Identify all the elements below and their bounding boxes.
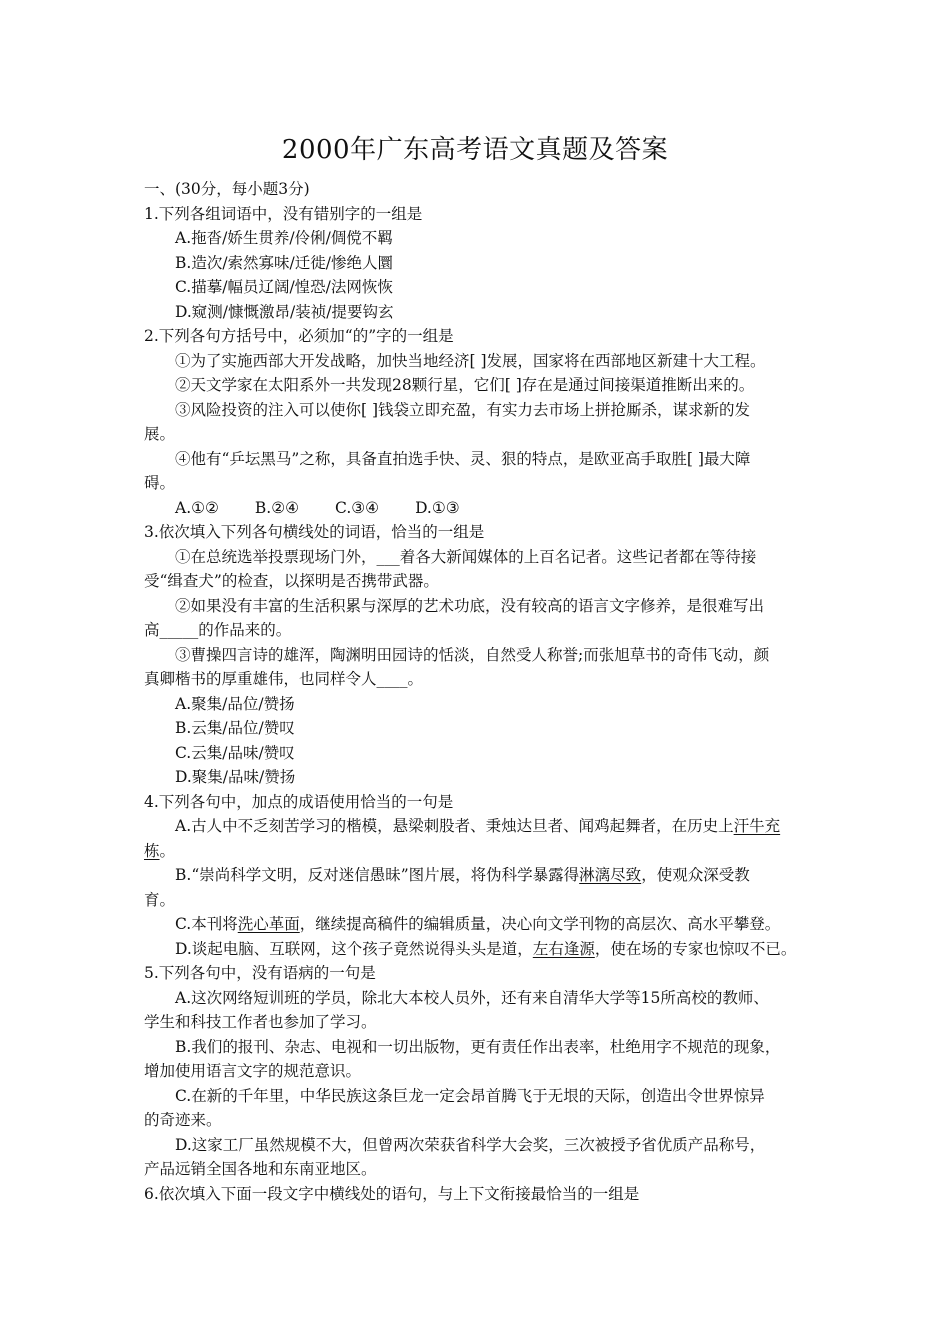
question-1-option-b: B.造次/索然寡味/迁徙/惨绝人圜: [175, 253, 393, 272]
section-heading: 一、(30分，每小题3分): [144, 180, 310, 198]
question-1-stem: 1.下列各组词语中，没有错别字的一组是: [144, 204, 423, 223]
question-4-option-a-cont: [144, 839, 816, 864]
question-3-sentence-2-cont: 高_____的作品来的。: [144, 621, 292, 639]
question-4-option-d-text-2: ，使在场的专家也惊叹不已。: [594, 939, 797, 958]
question-4-option-b-text-2: ，使观众深受教: [641, 866, 750, 884]
question-3-sentence-1-cont: 受“缉查犬”的检查，以探明是否携带武器。: [144, 572, 439, 590]
question-3-option-c: C.云集/品味/赞叹: [175, 743, 295, 762]
question-4-option-b-text: B.“崇尚科学文明，反对迷信愚昧”图片展，将伪科学暴露得: [175, 866, 580, 884]
question-4-option-d: [144, 937, 816, 962]
question-5-option-c: C.在新的千年里，中华民族这条巨龙一定会昂首腾飞于无垠的天际，创造出令世界惊异: [175, 1086, 765, 1105]
question-3-option-b: B.云集/品位/赞叹: [175, 719, 295, 737]
question-2-option-d: D.①③: [415, 498, 460, 517]
question-4-option-c: [144, 912, 816, 937]
question-5-option-b: B.我们的报刊、杂志、电视和一切出版物，更有责任作出表率，杜绝用字不规范的现象，: [175, 1037, 781, 1056]
question-1-option-a: A.拖沓/娇生贯养/伶俐/倜傥不羁: [175, 229, 393, 247]
question-2-stem: 2.下列各句方括号中，必须加“的”字的一组是: [144, 327, 454, 345]
question-4-option-d-idiom: 左右逢源: [532, 939, 595, 958]
question-4-option-a: [144, 814, 816, 839]
question-4-option-b: [144, 863, 816, 888]
question-3-stem: 3.依次填入下列各句横线处的词语，恰当的一组是: [144, 523, 485, 541]
question-5-stem: 5.下列各句中，没有语病的一句是: [144, 964, 376, 982]
question-3-sentence-1: ①在总统选举投票现场门外，___着各大新闻媒体的上百名记者。这些记者都在等待接: [175, 547, 757, 566]
question-4-option-a-text: A.古人中不乏刻苦学习的楷模，悬梁刺股者、秉烛达旦者、闻鸡起舞者，在历史上: [175, 817, 734, 835]
question-3-sentence-3: ③曹操四言诗的雄浑，陶渊明田园诗的恬淡，自然受人称誉;而张旭草书的奇伟飞动，颜: [175, 645, 770, 664]
question-5-option-d: D.这家工厂虽然规模不大，但曾两次荣获省科学大会奖，三次被授予省优质产品称号，: [175, 1135, 766, 1154]
question-2-sentence-2: ②天文学家在太阳系外一共发现28颗行星，它们[ ]存在是通过间接渠道推断出来的。: [175, 376, 755, 394]
question-5-option-d-cont: 产品远销全国各地和东南亚地区。: [144, 1160, 377, 1178]
question-4-option-b-cont: 育。: [144, 890, 176, 909]
question-5-option-a-cont: 学生和科技工作者也参加了学习。: [144, 1013, 377, 1031]
question-6-stem: 6.依次填入下面一段文字中横线处的语句，与上下文衔接最恰当的一组是: [144, 1184, 640, 1203]
question-1-option-d: D.窥测/慷慨激昂/装祯/提要钩玄: [175, 302, 394, 321]
question-2-options: [144, 496, 816, 521]
question-4-option-c-idiom: 洗心革面: [237, 915, 300, 933]
question-4-option-a-end: 。: [159, 841, 176, 860]
question-2-sentence-1: ①为了实施西部大开发战略，加快当地经济[ ]发展，国家将在西部地区新建十大工程。: [175, 351, 766, 370]
question-3-option-d: D.聚集/品味/赞扬: [175, 768, 296, 786]
question-4-option-a-idiom: 汗牛充: [733, 817, 781, 835]
question-3-sentence-3-cont: 真卿楷书的厚重雄伟，也同样令人____。: [144, 670, 424, 688]
question-5-option-c-cont: 的奇迹来。: [144, 1111, 222, 1129]
question-2-option-c: C.③④: [335, 498, 380, 517]
question-2-sentence-4: ④他有“乒坛黑马”之称，具备直拍选手快、灵、狠的特点，是欧亚高手取胜[ ]最大障: [175, 449, 751, 468]
question-4-option-c-text: C.本刊将: [175, 915, 238, 933]
question-5-option-a: A.这次网络短训班的学员，除北大本校人员外，还有来自清华大学等15所高校的教师、: [175, 988, 769, 1007]
question-2-sentence-4-cont: 碍。: [144, 474, 176, 492]
question-4-option-b-idiom: 淋漓尽致: [579, 866, 642, 884]
question-2-option-a: A.①②: [175, 498, 219, 517]
question-4-option-d-text: D.谈起电脑、互联网，这个孩子竟然说得头头是道，: [175, 939, 533, 958]
question-3-option-a: A.聚集/品位/赞扬: [175, 694, 295, 713]
question-5-option-b-cont: 增加使用语言文字的规范意识。: [144, 1062, 362, 1080]
question-2-option-b: B.②④: [254, 498, 300, 517]
document-title: 2000年广东高考语文真题及答案: [281, 135, 669, 165]
question-4-stem: 4.下列各句中，加点的成语使用恰当的一句是: [144, 792, 454, 811]
question-4-option-a-idiom-cont: 栋: [144, 841, 160, 860]
question-1-option-c: C.描摹/幅员辽阔/惶恐/法网恢恢: [175, 278, 393, 296]
question-3-sentence-2: ②如果没有丰富的生活积累与深厚的艺术功底，没有较高的语言文字修养，是很难写出: [175, 596, 765, 615]
question-2-sentence-3-cont: 展。: [144, 425, 176, 443]
question-2-sentence-3: ③风险投资的注入可以使你[ ]钱袋立即充盈，有实力去市场上拼抢厮杀，谋求新的发: [175, 400, 751, 419]
document-body: [144, 177, 816, 1206]
question-4-option-c-text-2: ，继续提高稿件的编辑质量，决心向文学刊物的高层次、高水平攀登。: [299, 915, 781, 933]
